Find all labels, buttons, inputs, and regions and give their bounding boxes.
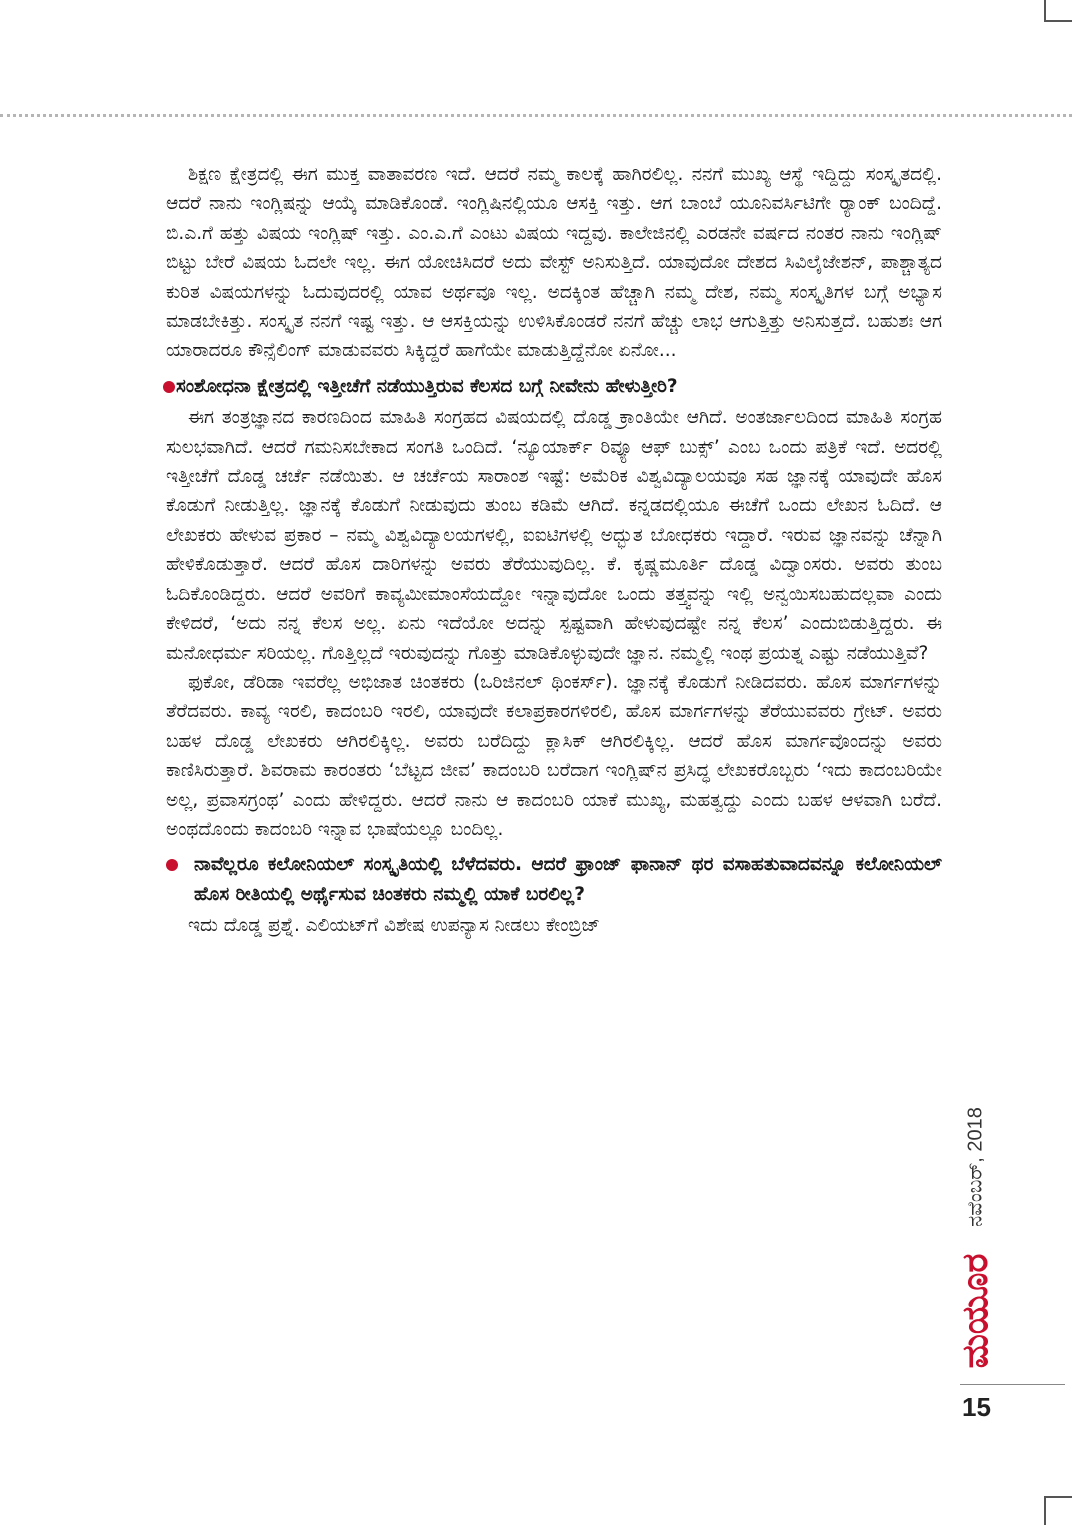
- crop-mark-top-right-horizontal: [1044, 20, 1072, 22]
- bullet-icon: [166, 859, 178, 871]
- magazine-masthead: [955, 1236, 997, 1386]
- article-paragraph: ಶಿಕ್ಷಣ ಕ್ಷೇತ್ರದಲ್ಲಿ ಈಗ ಮುಕ್ತ ವಾತಾವರಣ ಇದೆ. ಆದರೆ ನಮ್ಮ ಕಾಲಕ್ಕೆ ಹಾಗಿರಲಿಲ್ಲ. ನನಗೆ ಮುಖ್ಯ ಆಸ್ಥೆ ಇದ್ದಿದ್ದು ಸಂಸ್ಕೃತದಲ್ಲಿ. ಆದರೆ ನಾನು ಇಂಗ್ಲಿಷನ್ನು ಆಯ್ಕೆ ಮಾಡಿಕೊಂಡೆ. ಇಂಗ್ಲಿಷಿನಲ್ಲಿಯೂ ಆಸಕ್ತಿ ಇತ್ತು. ಆಗ ಬಾಂಬೆ ಯೂನಿವರ್ಸಿಟಿಗೇ ರ್‍ಯಾಂಕ್ ಬಂದಿದ್ದೆ. ಬಿ.ಎ.ಗೆ ಹತ್ತು ವಿಷಯ ಇಂಗ್ಲಿಷ್ ಇತ್ತು. ಎಂ.ಎ.ಗೆ ಎಂಟು ವಿಷಯ ಇದ್ದವು. ಕಾಲೇಜಿನಲ್ಲಿ ಎರಡನೇ ವರ್ಷದ ನಂತರ ನಾನು ಇಂಗ್ಲಿಷ್ ಬಿಟ್ಟು ಬೇರೆ ವಿಷಯ ಓದಲೇ ಇಲ್ಲ. ಈಗ ಯೋಚಿಸಿದರೆ ಅದು ವೇಸ್ಟ್ ಅನಿಸುತ್ತಿದೆ. ಯಾವುದೋ ದೇಶದ ಸಿವಿಲೈಜೇಶನ್, ಪಾಶ್ಚಾತ್ಯದ ಕುರಿತ ವಿಷಯಗಳನ್ನು ಓದುವುದರಲ್ಲಿ ಯಾವ ಅರ್ಥವೂ ಇಲ್ಲ. ಅದಕ್ಕಿಂತ ಹೆಚ್ಚಾಗಿ ನಮ್ಮ ದೇಶ, ನಮ್ಮ ಸಂಸ್ಕೃತಿಗಳ ಬಗ್ಗೆ ಅಭ್ಯಾಸ ಮಾಡಬೇಕಿತ್ತು. ಸಂಸ್ಕೃತ ನನಗೆ ಇಷ್ಟ ಇತ್ತು. ಆ ಆಸಕ್ತಿಯನ್ನು ಉಳಿಸಿಕೊಂಡರೆ ನನಗೆ ಹೆಚ್ಚು ಲಾಭ ಆಗುತ್ತಿತ್ತು ಅನಿಸುತ್ತದೆ. ಬಹುಶಃ ಆಗ ಯಾರಾದರೂ ಕೌನ್ಸೆಲಿಂಗ್ ಮಾಡುವವರು ಸಿಕ್ಕಿದ್ದರೆ ಹಾಗೆಯೇ ಮಾಡುತ್ತಿದ್ದೆನೋ ಏನೋ...: [166, 164, 942, 362]
- issue-date-text: ನವೆಂಬರ್, 2018: [964, 1107, 987, 1227]
- article-paragraph: ಇದು ದೊಡ್ಡ ಪ್ರಶ್ನೆ. ಎಲಿಯಟ್‌ಗೆ ವಿಶೇಷ ಉಪನ್ಯಾಸ ನೀಡಲು ಕೇಂಬ್ರಿಜ್: [188, 915, 601, 937]
- article-paragraph: ಫುಕೋ, ಡೆರಿಡಾ ಇವರೆಲ್ಲ ಅಭಿಜಾತ ಚಿಂತಕರು (ಒರಿಜಿನಲ್ ಥಿಂಕರ್ಸ್). ಜ್ಞಾನಕ್ಕೆ ಕೊಡುಗೆ ನೀಡಿದವರು. ಹೊಸ ಮಾರ್ಗಗಳನ್ನು ತೆರೆದವರು. ಕಾವ್ಯ ಇರಲಿ, ಕಾದಂಬರಿ ಇರಲಿ, ಯಾವುದೇ ಕಲಾಪ್ರಕಾರಗಳಿರಲಿ, ಹೊಸ ಮಾರ್ಗಗಳನ್ನು ತೆರೆಯುವವರು ಗ್ರೇಟ್. ಅವರು ಬಹಳ ದೊಡ್ಡ ಲೇಖಕರು ಆಗಿರಲಿಕ್ಕಿಲ್ಲ. ಅವರು ಬರೆದಿದ್ದು ಕ್ಲಾಸಿಕ್ ಆಗಿರಲಿಕ್ಕಿಲ್ಲ. ಆದರೆ ಹೊಸ ಮಾರ್ಗವೊಂದನ್ನು ಅವರು ಕಾಣಿಸಿರುತ್ತಾರೆ. ಶಿವರಾಮ ಕಾರಂತರು ‘ಬೆಟ್ಟದ ಜೀವ’ ಕಾದಂಬರಿ ಬರೆದಾಗ ಇಂಗ್ಲಿಷ್‌ನ ಪ್ರಸಿದ್ಧ ಲೇಖಕರೊಬ್ಬರು ‘ಇದು ಕಾದಂಬರಿಯೇ ಅಲ್ಲ, ಪ್ರವಾಸಗ್ರಂಥ’ ಎಂದು ಹೇಳಿದ್ದರು. ಆದರೆ ನಾನು ಆ ಕಾದಂಬರಿ ಯಾಕೆ ಮುಖ್ಯ, ಮಹತ್ವದ್ದು ಎಂದು ಬಹಳ ಆಳವಾಗಿ ಬರೆದೆ. ಅಂಥದೊಂದು ಕಾದಂಬರಿ ಇನ್ನಾವ ಭಾಷೆಯಲ್ಲೂ ಬಂದಿಲ್ಲ.: [166, 671, 942, 840]
- article-paragraph: ಈಗ ತಂತ್ರಜ್ಞಾನದ ಕಾರಣದಿಂದ ಮಾಹಿತಿ ಸಂಗ್ರಹದ ವಿಷಯದಲ್ಲಿ ದೊಡ್ಡ ಕ್ರಾಂತಿಯೇ ಆಗಿದೆ. ಅಂತರ್ಜಾಲದಿಂದ ಮಾಹಿತಿ ಸಂಗ್ರಹ ಸುಲಭವಾಗಿದೆ. ಆದರೆ ಗಮನಿಸಬೇಕಾದ ಸಂಗತಿ ಒಂದಿದೆ. ‘ನ್ಯೂಯಾರ್ಕ್ ರಿವ್ಯೂ ಆಫ್ ಬುಕ್ಸ್’ ಎಂಬ ಒಂದು ಪತ್ರಿಕೆ ಇದೆ. ಅದರಲ್ಲಿ ಇತ್ತೀಚೆಗೆ ದೊಡ್ಡ ಚರ್ಚೆ ನಡೆಯಿತು. ಆ ಚರ್ಚೆಯ ಸಾರಾಂಶ ಇಷ್ಟೆ: ಅಮೆರಿಕ ವಿಶ್ವವಿದ್ಯಾಲಯವೂ ಸಹ ಜ್ಞಾನಕ್ಕೆ ಯಾವುದೇ ಹೊಸ ಕೊಡುಗೆ ನೀಡುತ್ತಿಲ್ಲ. ಜ್ಞಾನಕ್ಕೆ ಕೊಡುಗೆ ನೀಡುವುದು ತುಂಬ ಕಡಿಮೆ ಆಗಿದೆ. ಕನ್ನಡದಲ್ಲಿಯೂ ಈಚೆಗೆ ಒಂದು ಲೇಖನ ಓದಿದೆ. ಆ ಲೇಖಕರು ಹೇಳುವ ಪ್ರಕಾರ – ನಮ್ಮ ವಿಶ್ವವಿದ್ಯಾಲಯಗಳಲ್ಲಿ, ಐಐಟಿಗಳಲ್ಲಿ ಅದ್ಭುತ ಬೋಧಕರು ಇದ್ದಾರೆ. ಇರುವ ಜ್ಞಾನವನ್ನು ಚೆನ್ನಾಗಿ ಹೇಳಿಕೊಡುತ್ತಾರೆ. ಆದರೆ ಹೊಸ ದಾರಿಗಳನ್ನು ಅವರು ತೆರೆಯುವುದಿಲ್ಲ. ಕೆ. ಕೃಷ್ಣಮೂರ್ತಿ ದೊಡ್ಡ ವಿದ್ವಾಂಸರು. ಅವರು ತುಂಬ ಓದಿಕೊಂಡಿದ್ದರು. ಆದರೆ ಅವರಿಗೆ ಕಾವ್ಯಮೀಮಾಂಸೆಯದ್ದೋ ಇನ್ನಾವುದೋ ಒಂದು ತತ್ತ್ವವನ್ನು ಇಲ್ಲಿ ಅನ್ವಯಿಸಬಹುದಲ್ಲವಾ ಎಂದು ಕೇಳಿದರೆ, ‘ಅದು ನನ್ನ ಕೆಲಸ ಅಲ್ಲ. ಏನು ಇದೆಯೋ ಅದನ್ನು ಸ್ಪಷ್ಟವಾಗಿ ಹೇಳುವುದಷ್ಟೇ ನನ್ನ ಕೆಲಸ’ ಎಂದುಬಿಡುತ್ತಿದ್ದರು. ಈ ಮನೋಧರ್ಮ ಸರಿಯಲ್ಲ. ಗೊತ್ತಿಲ್ಲದೆ ಇರುವುದನ್ನು ಗೊತ್ತು ಮಾಡಿಕೊಳ್ಳುವುದೇ ಜ್ಞಾನ. ನಮ್ಮಲ್ಲಿ ಇಂಥ ಪ್ರಯತ್ನ ಎಷ್ಟು ನಡೆಯುತ್ತಿವೆ?: [166, 407, 942, 664]
- interview-question: [166, 372, 942, 401]
- crop-mark-bottom-right-horizontal: [1044, 1496, 1072, 1498]
- interview-question-text: ನಾವೆಲ್ಲರೂ ಕಲೋನಿಯಲ್ ಸಂಸ್ಕೃತಿಯಲ್ಲಿ ಬೆಳೆದವರು. ಆದರೆ ಫ್ರಾಂಜ್ ಫಾನಾನ್ ಥರ ವಸಾಹತುವಾದವನ್ನೂ ಕಲೋನಿಯಲ್ ಹೊಸ ರೀತಿಯಲ್ಲಿ ಅರ್ಥೈಸುವ ಚಿಂತಕರು ನಮ್ಮಲ್ಲಿ ಯಾಕೆ ಬರಲಿಲ್ಲ?: [194, 854, 942, 905]
- crop-mark-bottom-right-vertical: [1044, 1496, 1046, 1525]
- interview-question-text: ಸಂಶೋಧನಾ ಕ್ಷೇತ್ರದಲ್ಲಿ ಇತ್ತೀಚೆಗೆ ನಡೆಯುತ್ತಿರುವ ಕೆಲಸದ ಬಗ್ಗೆ ನೀವೇನು ಹೇಳುತ್ತೀರಿ?: [176, 375, 678, 397]
- interview-question: [166, 850, 942, 909]
- article-body: [166, 160, 942, 941]
- page-number: 15: [962, 1392, 991, 1422]
- footer-rule: [960, 1384, 1065, 1385]
- magazine-masthead-text: ಮಯೂರ: [955, 1253, 996, 1369]
- bullet-icon: [163, 381, 175, 393]
- header-dotted-rule: [0, 114, 1072, 117]
- crop-mark-top-right-vertical: [1044, 0, 1046, 22]
- issue-date: [961, 1072, 991, 1262]
